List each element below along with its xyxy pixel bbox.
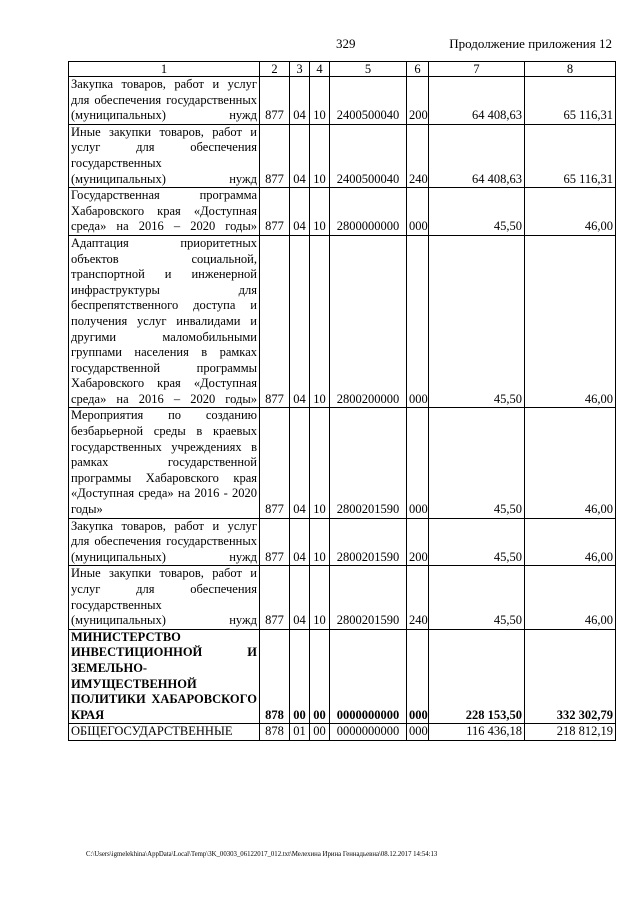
row-name: Закупка товаров, работ и услуг для обеспечения государственных (муниципальных) нужд — [69, 77, 260, 125]
row-type: 200 — [407, 518, 429, 566]
row-subsection: 10 — [310, 77, 330, 125]
table-row — [69, 235, 616, 408]
row-amount-1: 45,50 — [429, 235, 525, 408]
row-section: 01 — [290, 724, 310, 741]
table-row — [69, 408, 616, 518]
row-target: 2800201590 — [330, 408, 407, 518]
column-header: 6 — [407, 62, 429, 77]
column-header: 3 — [290, 62, 310, 77]
row-subsection: 00 — [310, 629, 330, 724]
row-amount-1: 45,50 — [429, 518, 525, 566]
row-name: МИНИСТЕРСТВО ИНВЕСТИЦИОННОЙ И ЗЕМЕЛЬНО-ИМУЩЕСТВЕННОЙ ПОЛИТИКИ ХАБАРОВСКОГО КРАЯ — [69, 629, 260, 724]
row-amount-1: 228 153,50 — [429, 629, 525, 724]
row-section: 04 — [290, 566, 310, 629]
row-subsection: 10 — [310, 235, 330, 408]
row-section: 04 — [290, 124, 310, 187]
row-type: 000 — [407, 408, 429, 518]
column-header: 4 — [310, 62, 330, 77]
row-type: 200 — [407, 77, 429, 125]
row-code: 877 — [260, 408, 290, 518]
table-row — [69, 518, 616, 566]
row-amount-1: 45,50 — [429, 408, 525, 518]
row-amount-2: 332 302,79 — [525, 629, 616, 724]
row-amount-2: 46,00 — [525, 566, 616, 629]
row-amount-2: 65 116,31 — [525, 124, 616, 187]
row-amount-2: 46,00 — [525, 235, 616, 408]
row-target: 0000000000 — [330, 724, 407, 741]
row-section: 04 — [290, 188, 310, 236]
row-amount-2: 46,00 — [525, 518, 616, 566]
column-header: 2 — [260, 62, 290, 77]
column-header: 5 — [330, 62, 407, 77]
column-header: 8 — [525, 62, 616, 77]
row-name: Государственная программа Хабаровского края «Доступная среда» на 2016 – 2020 годы» — [69, 188, 260, 236]
row-amount-2: 65 116,31 — [525, 77, 616, 125]
table-row — [69, 77, 616, 125]
row-section: 00 — [290, 629, 310, 724]
row-name: ОБЩЕГОСУДАРСТВЕННЫЕ — [69, 724, 260, 741]
row-name: Иные закупки товаров, работ и услуг для обеспечения государственных (муниципальных) нужд — [69, 566, 260, 629]
row-code: 877 — [260, 124, 290, 187]
row-target: 2800201590 — [330, 518, 407, 566]
table-row — [69, 188, 616, 236]
row-section: 04 — [290, 235, 310, 408]
row-type: 000 — [407, 188, 429, 236]
row-target: 2400500040 — [330, 124, 407, 187]
row-amount-2: 46,00 — [525, 188, 616, 236]
row-code: 878 — [260, 629, 290, 724]
row-target: 2400500040 — [330, 77, 407, 125]
table-row — [69, 629, 616, 724]
row-name: Закупка товаров, работ и услуг для обеспечения государственных (муниципальных) нужд — [69, 518, 260, 566]
row-section: 04 — [290, 408, 310, 518]
row-code: 877 — [260, 518, 290, 566]
row-subsection: 10 — [310, 124, 330, 187]
row-type: 000 — [407, 724, 429, 741]
row-amount-2: 218 812,19 — [525, 724, 616, 741]
row-amount-1: 116 436,18 — [429, 724, 525, 741]
row-section: 04 — [290, 77, 310, 125]
row-name: Иные закупки товаров, работ и услуг для обеспечения государственных (муниципальных) нужд — [69, 124, 260, 187]
row-amount-1: 45,50 — [429, 566, 525, 629]
row-target: 0000000000 — [330, 629, 407, 724]
row-code: 877 — [260, 77, 290, 125]
row-amount-2: 46,00 — [525, 408, 616, 518]
row-type: 000 — [407, 235, 429, 408]
row-subsection: 10 — [310, 188, 330, 236]
row-target: 2800200000 — [330, 235, 407, 408]
row-amount-1: 64 408,63 — [429, 124, 525, 187]
row-subsection: 10 — [310, 408, 330, 518]
row-code: 878 — [260, 724, 290, 741]
row-subsection: 10 — [310, 566, 330, 629]
table-header-row — [69, 62, 616, 77]
table-row — [69, 124, 616, 187]
file-path-footer: C:\Users\igmelekhina\AppData\Local\Temp\3K_00303_06122017_012.txt\Мелехина Ирина Геннадьевна\08.12.2017 14:54:13 — [86, 851, 438, 858]
row-amount-1: 64 408,63 — [429, 77, 525, 125]
row-type: 240 — [407, 566, 429, 629]
row-target: 2800201590 — [330, 566, 407, 629]
row-code: 877 — [260, 188, 290, 236]
row-type: 000 — [407, 629, 429, 724]
page-number: 329 — [336, 36, 356, 51]
appendix-note: Продолжение приложения 12 — [449, 36, 612, 51]
row-type: 240 — [407, 124, 429, 187]
column-header: 7 — [429, 62, 525, 77]
row-amount-1: 45,50 — [429, 188, 525, 236]
row-name: Мероприятия по созданию безбарьерной среды в краевых государственных учреждениях в рамках государственной программы Хабаровского края «Доступная среда» на 2016 - 2020 годы» — [69, 408, 260, 518]
row-subsection: 10 — [310, 518, 330, 566]
table-row — [69, 724, 616, 741]
row-name: Адаптация приоритетных объектов социальной, транспортной и инженерной инфраструктуры для беспрепятственного доступа и получения услуг инвалидами и другими маломобильными группами населения в рамках государственной программы Хабаровского края «Доступная среда» на 2016 – 2020 годы» — [69, 235, 260, 408]
table-row — [69, 566, 616, 629]
row-code: 877 — [260, 566, 290, 629]
row-subsection: 00 — [310, 724, 330, 741]
budget-table — [68, 61, 616, 741]
row-target: 2800000000 — [330, 188, 407, 236]
column-header: 1 — [69, 62, 260, 77]
row-code: 877 — [260, 235, 290, 408]
row-section: 04 — [290, 518, 310, 566]
